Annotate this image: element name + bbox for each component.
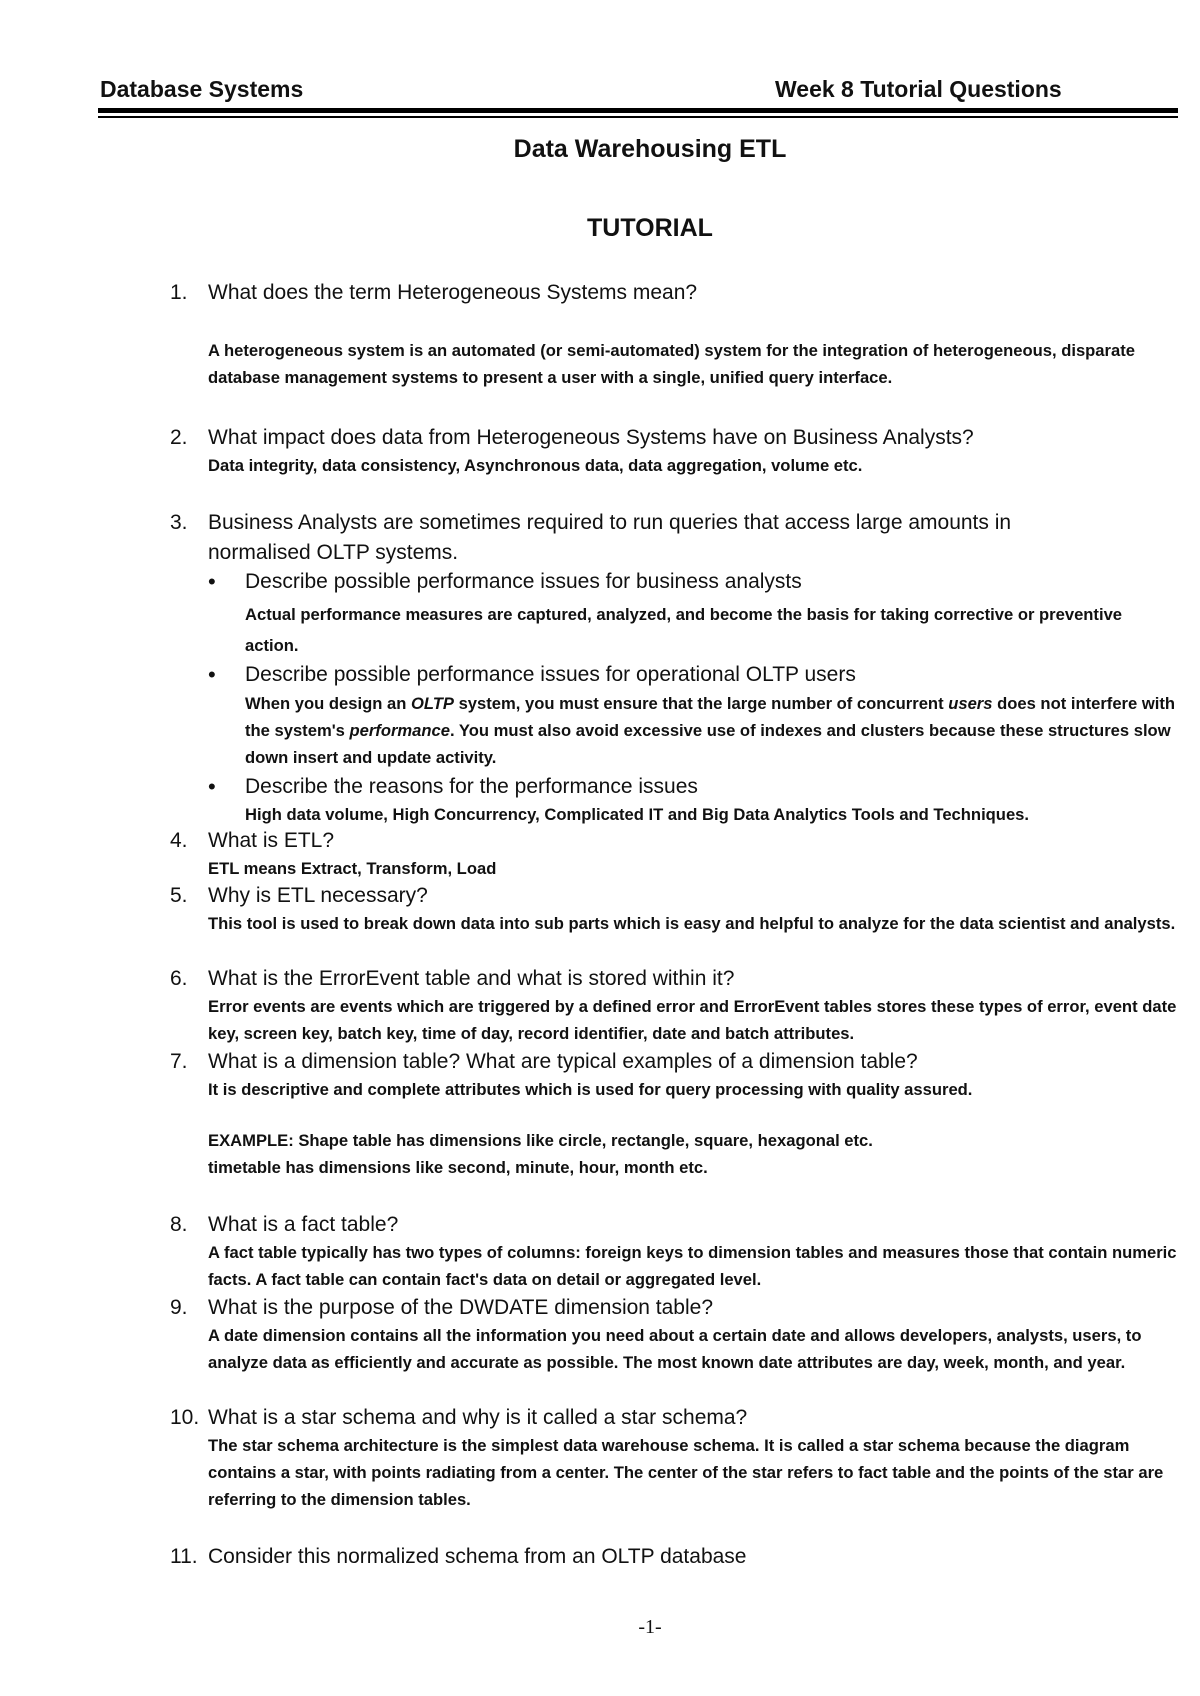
question-text: Why is ETL necessary? [208, 884, 428, 907]
example-line: EXAMPLE: Shape table has dimensions like circle, rectangle, square, hexagonal etc. [208, 1131, 873, 1150]
bullet-icon: • [208, 774, 216, 799]
answer-text: This tool is used to break down data into sub parts which is easy and helpful to analyze for the data scientist and analysts. [208, 914, 1176, 933]
bullet-icon: • [208, 662, 216, 687]
answer-text: High data volume, High Concurrency, Complicated IT and Big Data Analytics Tools and Techniques. [245, 805, 1030, 824]
answer-text: When you design an OLTP system, you must ensure that the large number of concurrent users does not interfere with the system's performance. You must also avoid excessive use of indexes and clusters because these structures slow down insert and update activity. [245, 694, 1176, 767]
question-number: 11. [170, 1545, 198, 1568]
question-number: 8. [170, 1213, 188, 1236]
question-number: 1. [170, 281, 188, 304]
question-text: What is ETL? [208, 829, 335, 852]
answer-text: The star schema architecture is the simplest data warehouse schema. It is called a star schema because the diagram contains a star, with points radiating from a center. The center of the star refers to fact table and the points of the star are referring to the dimension tables. [208, 1436, 1164, 1509]
question-number: 4. [170, 829, 188, 852]
sub-question-text: Describe possible performance issues for operational OLTP users [245, 663, 856, 686]
question-number: 2. [170, 426, 188, 449]
answer-text: Error events are events which are triggered by a defined error and ErrorEvent tables stores these types of error, event date key, screen key, batch key, time of day, record identifier, date and batch attributes. [208, 997, 1177, 1043]
question-text: What impact does data from Heterogeneous Systems have on Business Analysts? [208, 426, 974, 449]
answer-text: A fact table typically has two types of columns: foreign keys to dimension tables and measures those that contain numeric facts. A fact table can contain fact's data on detail or aggregated level. [208, 1243, 1177, 1289]
question-text: Business Analysts are sometimes required to run queries that access large amounts in normalised OLTP systems. [208, 511, 1012, 564]
bullet-icon: • [208, 569, 216, 594]
answer-text: A date dimension contains all the information you need about a certain date and allows developers, analysts, users, to analyze data as efficiently and accurate as possible. The most known date attributes are day, week, month, and year. [208, 1326, 1142, 1372]
question-text: What does the term Heterogeneous Systems mean? [208, 281, 698, 304]
header-week-label: Week 8 Tutorial Questions [775, 76, 1062, 102]
question-number: 3. [170, 511, 188, 534]
example-line: timetable has dimensions like second, minute, hour, month etc. [208, 1158, 708, 1177]
answer-text: It is descriptive and complete attributes which is used for query processing with quality assured. [208, 1080, 973, 1099]
sub-question-text: Describe the reasons for the performance issues [245, 775, 698, 798]
question-text: What is a fact table? [208, 1213, 399, 1236]
header-rule-thin [98, 116, 1178, 118]
question-text: What is a dimension table? What are typical examples of a dimension table? [208, 1050, 918, 1073]
header-rule-thick [98, 108, 1178, 113]
header-course-title: Database Systems [100, 76, 304, 102]
answer-text: Actual performance measures are captured, analyzed, and become the basis for taking corrective or preventive action. [245, 605, 1123, 655]
question-number: 9. [170, 1296, 188, 1319]
answer-text: Data integrity, data consistency, Asynchronous data, data aggregation, volume etc. [208, 456, 863, 475]
page-title: Data Warehousing ETL [513, 135, 787, 163]
question-number: 10. [170, 1406, 200, 1429]
page-number: -1- [638, 1616, 662, 1638]
answer-text: ETL means Extract, Transform, Load [208, 859, 497, 878]
answer-text: A heterogeneous system is an automated (or semi-automated) system for the integration of heterogeneous, disparate database management systems to present a user with a single, unified query interface. [208, 341, 1135, 387]
sub-question-text: Describe possible performance issues for business analysts [245, 570, 802, 593]
question-text: What is the purpose of the DWDATE dimension table? [208, 1296, 714, 1319]
question-number: 5. [170, 884, 188, 907]
question-text: Consider this normalized schema from an OLTP database [208, 1545, 747, 1568]
page-subtitle: TUTORIAL [587, 214, 713, 242]
question-text: What is the ErrorEvent table and what is stored within it? [208, 967, 735, 990]
question-number: 7. [170, 1050, 188, 1073]
question-text: What is a star schema and why is it called a star schema? [208, 1406, 748, 1429]
question-number: 6. [170, 967, 188, 990]
